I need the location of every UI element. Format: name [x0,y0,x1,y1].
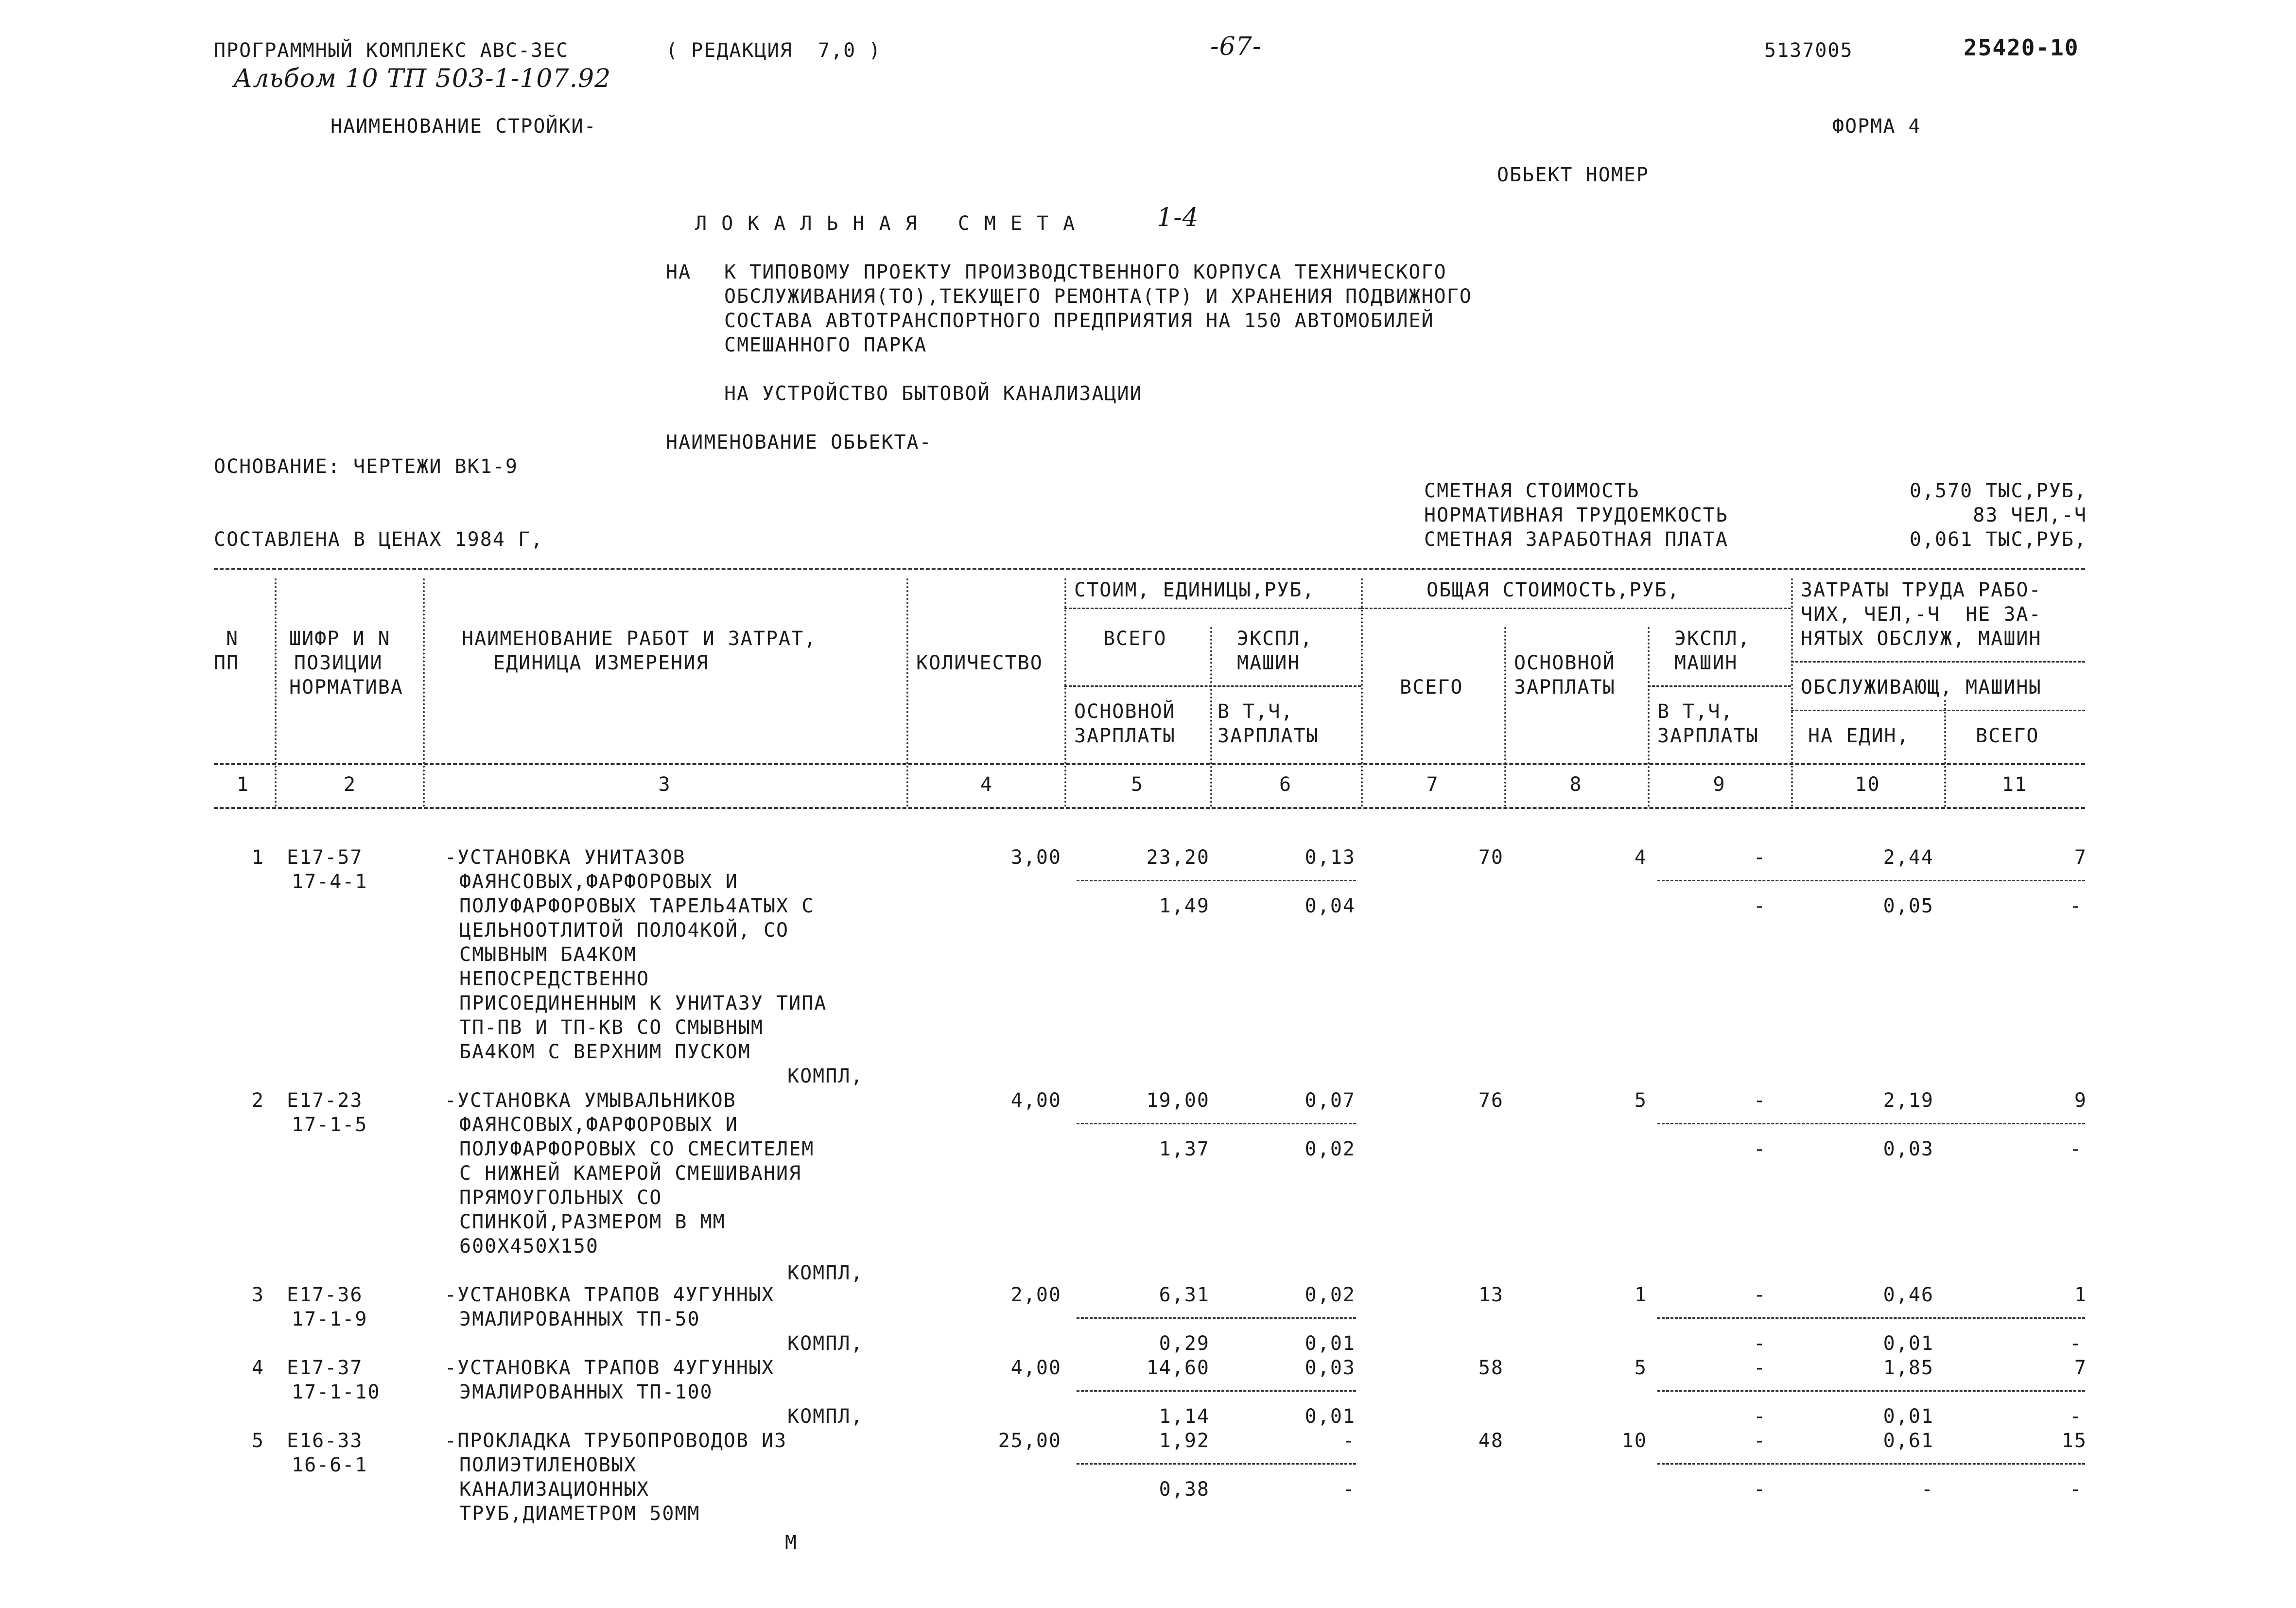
description-line-3: СОСТАВА АВТОТРАНСПОРТНОГО ПРЕДПРИЯТИЯ НА 150 АВТОМОБИЛЕЙ [724,310,1434,332]
row-c9: - [1753,1430,1766,1452]
row-sub-rule [1077,1463,1356,1465]
row-name-line: -УСТАНОВКА ТРАПОВ 4УГУННЫХ [445,1357,775,1379]
row-number: 1 [251,846,264,869]
estimate-title: ЛОКАЛЬНАЯ СМЕТА [695,212,1090,235]
row-c11b: - [2069,895,2082,917]
row-c5: 14,60 [1146,1357,1210,1379]
row-c6: 0,02 [1305,1284,1356,1306]
row-c10b: 0,01 [1883,1405,1934,1428]
row-unit: КОМПЛ, [787,1262,864,1284]
labor-group-3: НЯТЫХ ОБСЛУЖ, МАШИН [1801,628,2042,650]
unit-cost-group: СТОИМ, ЕДИНИЦЫ,РУБ, [1074,579,1315,601]
row-c9b: - [1753,1405,1766,1428]
row-c11b: - [2069,1138,2082,1160]
row-number: 3 [251,1284,264,1306]
row-c5: 1,92 [1159,1430,1210,1452]
row-unit: М [785,1532,798,1554]
total-cost-group: ОБЩАЯ СТОИМОСТЬ,РУБ, [1426,579,1680,601]
col-number-9: 9 [1713,773,1726,796]
col6-head-bottom-2: ЗАРПЛАТЫ [1218,725,1319,747]
row-name-line: -ПРОКЛАДКА ТРУБОПРОВОДОВ ИЗ [445,1430,787,1452]
col11-head: ВСЕГО [1976,725,2039,747]
form-label: ФОРМА 4 [1832,115,1921,138]
row-c7: 48 [1478,1430,1504,1452]
program-name: ПРОГРАММНЫЙ КОМПЛЕКС АВС-ЗЕС [214,39,569,62]
summary-label-cost: СМЕТНАЯ СТОИМОСТЬ [1424,480,1640,502]
row-qty: 2,00 [1010,1284,1061,1306]
row-c5b: 0,29 [1159,1332,1210,1355]
col5-head-top: ВСЕГО [1103,628,1167,650]
row-c5: 23,20 [1146,846,1210,869]
row-c9: - [1753,1284,1766,1306]
row-c10b: - [1921,1478,1934,1501]
on-prefix: НА [666,261,692,283]
row-sub-rule [1077,880,1356,881]
row-c6b: 0,01 [1305,1332,1356,1355]
subject: НА УСТРОЙСТВО БЫТОВОЙ КАНАЛИЗАЦИИ [724,383,1143,405]
row-c9: - [1753,1357,1766,1379]
description-line-2: ОБСЛУЖИВАНИЯ(ТО),ТЕКУЩЕГО РЕМОНТА(ТР) И ХРАНЕНИЯ ПОДВИЖНОГО [724,285,1472,308]
row-c8: 10 [1621,1430,1647,1452]
row-c8: 1 [1634,1284,1647,1306]
labor-rule-2 [1791,710,2085,711]
row-position: 17-1-10 [292,1381,381,1403]
row-number: 4 [251,1357,264,1379]
row-c11: 1 [2074,1284,2087,1306]
estimate-number: 1-4 [1157,203,1199,232]
row-name-line: ФАЯНСОВЫХ,ФАРФОРОВЫХ И [459,1114,738,1136]
row-c9: - [1753,1089,1766,1112]
summary-label-wage: СМЕТНАЯ ЗАРАБОТНАЯ ПЛАТА [1424,528,1728,551]
prices-note: СОСТАВЛЕНА В ЦЕНАХ 1984 Г, [214,528,544,551]
row-sub-rule [1657,1463,2085,1465]
row-name-line: КАНАЛИЗАЦИОННЫХ [459,1478,650,1501]
col9-head-bottom-2: ЗАРПЛАТЫ [1657,725,1759,747]
row-c11: 7 [2074,846,2087,869]
row-c10: 0,46 [1883,1284,1934,1306]
row-name-line: -УСТАНОВКА УМЫВАЛЬНИКОВ [445,1089,736,1112]
row-sub-rule [1657,1390,2085,1392]
row-name-line: НЕПОСРЕДСТВЕННО [459,968,650,990]
album-code: 25420-10 [1964,35,2079,61]
col8-head-1: ОСНОВНОЙ [1514,652,1616,674]
row-c10b: 0,01 [1883,1332,1934,1355]
col8-head-2: ЗАРПЛАТЫ [1514,676,1616,699]
row-c11: 9 [2074,1089,2087,1112]
row-c11b: - [2069,1405,2082,1428]
row-sub-rule [1657,880,2085,881]
object-number-label: ОБЬЕКТ НОМЕР [1497,164,1649,186]
summary-value-wage: 0,061 ТЫС,РУБ, [1909,528,2087,551]
row-c6b: - [1342,1478,1356,1501]
summary-label-labor: НОРМАТИВНАЯ ТРУДОЕМКОСТЬ [1424,504,1728,526]
row-c8: 4 [1634,846,1647,869]
row-c5: 19,00 [1146,1089,1210,1112]
row-position: 17-4-1 [292,871,368,893]
col-number-8: 8 [1569,773,1583,796]
col-sep-3 [906,578,908,807]
col-number-7: 7 [1426,773,1439,796]
row-name-line: ТРУБ,ДИАМЕТРОМ 50ММ [459,1503,700,1525]
row-code: Е17-37 [287,1357,363,1379]
row-name-line: С НИЖНЕЙ КАМЕРОЙ СМЕШИВАНИЯ [459,1162,802,1185]
row-c8: 5 [1634,1089,1647,1112]
basis: ОСНОВАНИЕ: ЧЕРТЕЖИ ВК1-9 [214,455,518,478]
row-sub-rule [1657,1123,2085,1124]
edition: ( РЕДАКЦИЯ 7,0 ) [666,39,882,62]
row-name-line: ПОЛУФАРФОРОВЫХ СО СМЕСИТЕЛЕМ [459,1138,815,1160]
row-unit: КОМПЛ, [787,1065,864,1087]
row-name-line: БА4КОМ С ВЕРХНИМ ПУСКОМ [459,1041,751,1063]
row-name-line: -УСТАНОВКА УНИТАЗОВ [445,846,686,869]
row-code: Е17-36 [287,1284,363,1306]
row-c10b: 0,03 [1883,1138,1934,1160]
row-c6: 0,03 [1305,1357,1356,1379]
row-c10: 2,44 [1883,846,1934,869]
col2-head-2: ПОЗИЦИИ [294,652,383,674]
row-c6: 0,13 [1305,846,1356,869]
doc-code: 5137005 [1764,39,1853,62]
row-qty: 4,00 [1010,1089,1061,1112]
col-sep-1 [275,578,277,807]
col9-head-top-1: ЭКСПЛ, [1674,628,1751,650]
object-name-label: НАИМЕНОВАНИЕ ОБЬЕКТА- [666,431,932,454]
summary-value-labor: 83 ЧЕЛ,-Ч [1973,504,2087,526]
row-c6: 0,07 [1305,1089,1356,1112]
description-line-1: К ТИПОВОМУ ПРОЕКТУ ПРОИЗВОДСТВЕННОГО КОРПУСА ТЕХНИЧЕСКОГО [724,261,1447,283]
col5-head-bottom-2: ЗАРПЛАТЫ [1074,725,1176,747]
row-c5: 6,31 [1159,1284,1210,1306]
row-qty: 25,00 [998,1430,1061,1452]
description-line-4: СМЕШАННОГО ПАРКА [724,334,927,356]
row-c9b: - [1753,895,1766,917]
col9-head-top-2: МАШИН [1674,652,1738,674]
row-name-line: СМЫВНЫМ БА4КОМ [459,944,637,966]
row-c9b: - [1753,1478,1766,1501]
row-name-line: ЦЕЛЬНООТЛИТОЙ ПОЛО4КОЙ, СО [459,919,789,942]
col-number-2: 2 [343,773,357,796]
row-c9b: - [1753,1138,1766,1160]
labor-sub: ОБСЛУЖИВАЮЩ, МАШИНЫ [1801,676,2042,699]
row-c7: 58 [1478,1357,1504,1379]
total-cost-rule [1361,608,1791,609]
header-bottom-rule [214,763,2085,765]
table-top-rule [214,568,2085,570]
row-c11: 7 [2074,1357,2087,1379]
row-position: 16-6-1 [292,1454,368,1476]
page-number: -67- [1210,32,1262,61]
row-c6b: 0,04 [1305,895,1356,917]
row-c9b: - [1753,1332,1766,1355]
row-sub-rule [1077,1123,1356,1124]
col-number-11: 11 [2001,773,2028,796]
row-code: Е17-23 [287,1089,363,1112]
col7-head: ВСЕГО [1400,676,1463,699]
row-c11b: - [2069,1478,2082,1501]
col1-head-1: N [226,628,239,650]
row-c5b: 1,14 [1159,1405,1210,1428]
row-name-line: СПИНКОЙ,РАЗМЕРОМ В ММ [459,1211,726,1233]
col-number-4: 4 [980,773,993,796]
row-name-line: ТП-ПВ И ТП-КВ СО СМЫВНЫМ [459,1016,764,1039]
col2-head-1: ШИФР И N [289,628,391,650]
col1-head-2: ПП [214,652,240,674]
col-number-3: 3 [658,773,671,796]
row-c6: - [1342,1430,1356,1452]
row-name-line: -УСТАНОВКА ТРАПОВ 4УГУННЫХ [445,1284,775,1306]
labor-rule-1 [1791,661,2085,663]
row-number: 5 [251,1430,264,1452]
col6-head-top-2: МАШИН [1237,652,1301,674]
col-number-5: 5 [1131,773,1144,796]
row-qty: 4,00 [1010,1357,1061,1379]
col4-head: КОЛИЧЕСТВО [916,652,1043,674]
row-sub-rule [1077,1390,1356,1392]
row-c5b: 1,37 [1159,1138,1210,1160]
row-name-line: ПОЛУФАРФОРОВЫХ ТАРЕЛЬ4АТЫХ С [459,895,815,917]
construction-name-label: НАИМЕНОВАНИЕ СТРОЙКИ- [330,115,597,138]
col6-head-top-1: ЭКСПЛ, [1237,628,1313,650]
col-number-10: 10 [1855,773,1880,796]
row-code: Е17-57 [287,846,363,869]
col5-head-bottom-1: ОСНОВНОЙ [1074,700,1176,723]
row-name-line: ПРЯМОУГОЛЬНЫХ СО [459,1187,662,1209]
row-name-line: ЭМАЛИРОВАННЫХ ТП-100 [459,1381,713,1403]
unit-cost-rule [1064,608,1361,609]
row-unit: КОМПЛ, [787,1405,864,1428]
row-c7: 13 [1478,1284,1504,1306]
row-c11: 15 [2061,1430,2087,1452]
col9-mid-rule [1648,685,1791,687]
row-sub-rule [1077,1317,1356,1319]
row-c5b: 1,49 [1159,895,1210,917]
col3-head-1: НАИМЕНОВАНИЕ РАБОТ И ЗАТРАТ, [462,628,817,650]
row-c8: 5 [1634,1357,1647,1379]
row-c10: 2,19 [1883,1089,1934,1112]
col9-head-bottom-1: В Т,Ч, [1657,700,1734,723]
row-c10: 1,85 [1883,1357,1934,1379]
row-name-line: ЭМАЛИРОВАННЫХ ТП-50 [459,1308,700,1330]
row-c10b: 0,05 [1883,895,1934,917]
unit-cost-mid-rule [1064,685,1361,687]
row-c11b: - [2069,1332,2082,1355]
row-name-line: ФАЯНСОВЫХ,ФАРФОРОВЫХ И [459,871,738,893]
labor-group-2: ЧИХ, ЧЕЛ,-Ч НЕ ЗА- [1801,603,2042,626]
row-c7: 70 [1478,846,1504,869]
album-handwritten: Альбом 10 ТП 503-1-107.92 [233,64,611,93]
row-number: 2 [251,1089,264,1112]
col-number-6: 6 [1279,773,1292,796]
col-number-1: 1 [236,773,250,796]
row-c10: 0,61 [1883,1430,1934,1452]
col3-head-2: ЕДИНИЦА ИЗМЕРЕНИЯ [493,652,709,674]
labor-group-1: ЗАТРАТЫ ТРУДА РАБО- [1801,579,2042,601]
row-name-line: 600Х450Х150 [459,1235,599,1258]
row-unit: КОМПЛ, [787,1332,864,1355]
row-position: 17-1-9 [292,1308,368,1330]
row-c9: - [1753,846,1766,869]
row-c6b: 0,02 [1305,1138,1356,1160]
row-position: 17-1-5 [292,1114,368,1136]
row-qty: 3,00 [1010,846,1061,869]
row-code: Е16-33 [287,1430,363,1452]
col10-head: НА ЕДИН, [1808,725,1910,747]
numbers-bottom-rule [214,807,2085,809]
row-c6b: 0,01 [1305,1405,1356,1428]
row-name-line: ПРИСОЕДИНЕННЫМ К УНИТАЗУ ТИПА [459,992,827,1014]
row-c5b: 0,38 [1159,1478,1210,1501]
col2-head-3: НОРМАТИВА [289,676,403,699]
col6-head-bottom-1: В Т,Ч, [1218,700,1294,723]
summary-value-cost: 0,570 ТЫС,РУБ, [1909,480,2087,502]
row-c7: 76 [1478,1089,1504,1112]
row-sub-rule [1657,1317,2085,1319]
row-name-line: ПОЛИЭТИЛЕНОВЫХ [459,1454,637,1476]
